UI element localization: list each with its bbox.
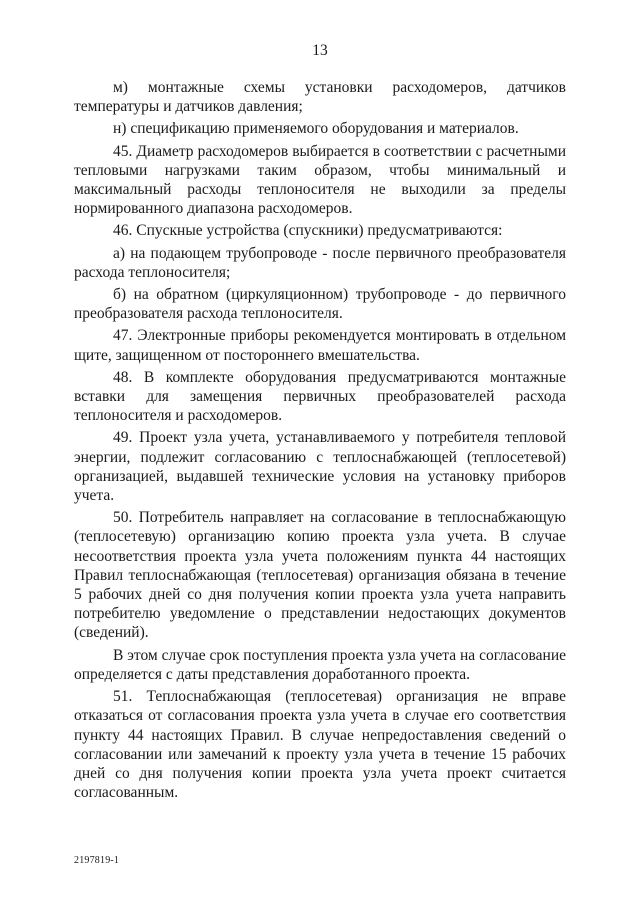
document-code: 2197819-1 <box>74 855 120 866</box>
paragraph-51: 51. Теплоснабжающая (теплосетевая) организация не вправе отказаться от согласования проекта узла учета в случае его соответствия пункту 44 настоящих Правил. В случае непредоставления сведений о согласовании или замечаний к проекту узла учета в течение 15 рабочих дней со дня получения копии проекта узла учета проект считается согласованным. <box>74 688 566 802</box>
paragraph-50-continuation: В этом случае срок поступления проекта узла учета на согласование определяется с даты представления доработанного проекта. <box>74 646 566 683</box>
paragraph-48: 48. В комплекте оборудования предусматриваются монтажные вставки для замещения первичных преобразователей расхода теплоносителя и расходомеров. <box>74 368 566 425</box>
document-body <box>74 78 566 805</box>
paragraph-50: 50. Потребитель направляет на согласование в теплоснабжающую (теплосетевую) организацию копию проекта узла учета. В случае несоответствия проекта узла учета положениям пункта 44 настоящих Правил теплоснабжающая (теплосетевая) организация обязана в течение 5 рабочих дней со дня получения копии проекта узла учета направить потребителю уведомление о представлении недостающих документов (сведений). <box>74 509 566 642</box>
paragraph-45: 45. Диаметр расходомеров выбирается в соответствии с расчетными тепловыми нагрузками таким образом, чтобы минимальный и максимальный расходы теплоносителя не выходили за пределы нормированного диапазона расходомеров. <box>74 142 566 218</box>
paragraph-47: 47. Электронные приборы рекомендуется монтировать в отдельном щите, защищенном от постороннего вмешательства. <box>74 327 566 364</box>
paragraph-46-b: б) на обратном (циркуляционном) трубопроводе - до первичного преобразователя расхода теплоносителя. <box>74 286 566 323</box>
paragraph-49: 49. Проект узла учета, устанавливаемого у потребителя тепловой энергии, подлежит согласованию с теплоснабжающей (теплосетевой) организацией, выдавшей технические условия на установку приборов учета. <box>74 429 566 505</box>
paragraph-item-m: м) монтажные схемы установки расходомеров, датчиков температуры и датчиков давления; <box>74 79 566 116</box>
paragraph-46: 46. Спускные устройства (спускники) предусматриваются: <box>113 222 503 240</box>
paragraph-item-n: н) спецификацию применяемого оборудования и материалов. <box>113 120 519 138</box>
paragraph-46-a: а) на подающем трубопроводе - после первичного преобразователя расхода теплоносителя; <box>74 244 566 281</box>
page-number: 13 <box>312 42 328 59</box>
